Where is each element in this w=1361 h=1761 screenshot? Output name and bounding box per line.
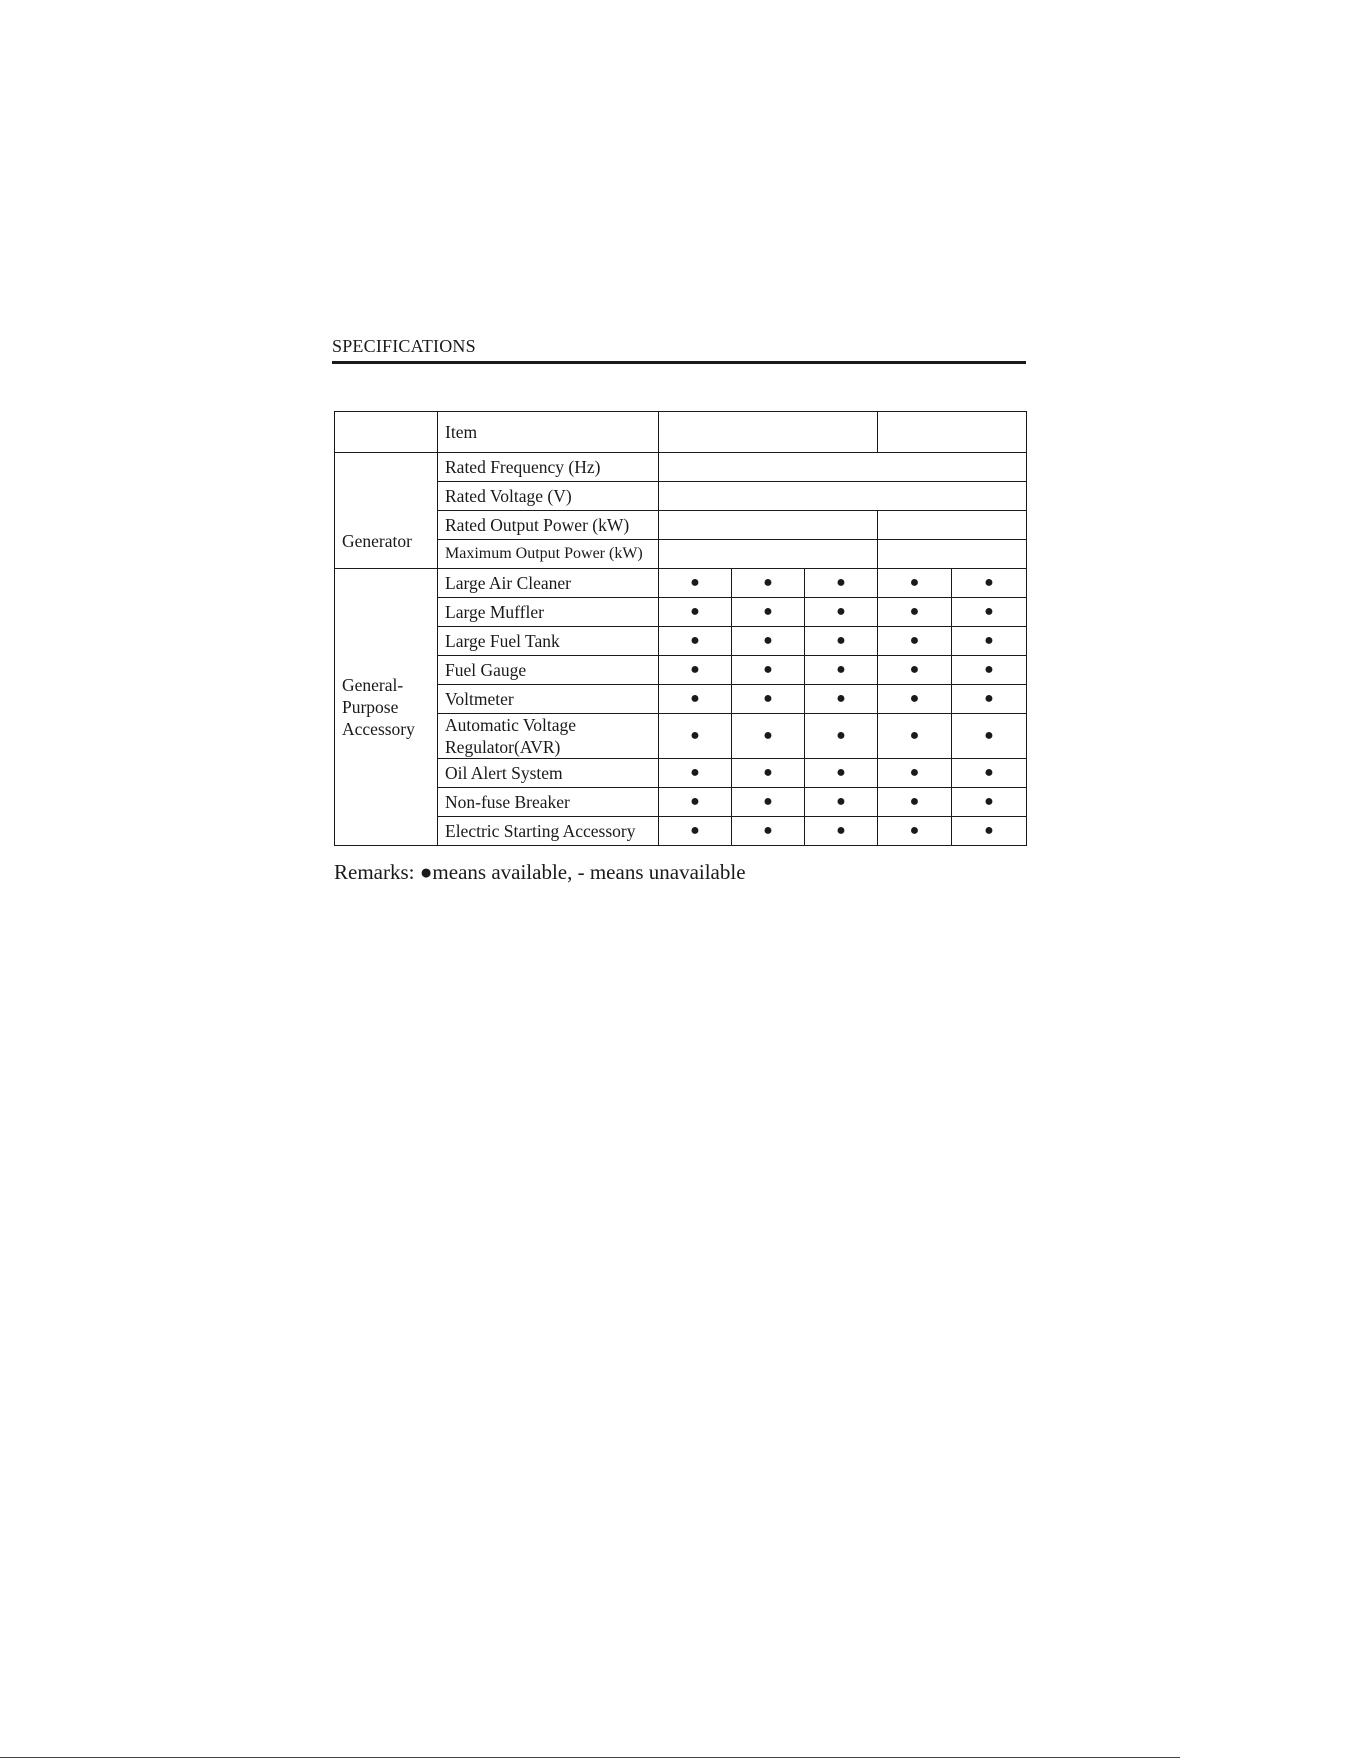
table-row — [335, 627, 1027, 656]
table-row — [335, 759, 1027, 788]
table-row — [335, 817, 1027, 846]
availability-dot: ● — [878, 759, 952, 788]
table-row — [335, 482, 1027, 511]
availability-dot: ● — [952, 598, 1027, 627]
row-label: Fuel Gauge — [438, 656, 659, 685]
availability-dot: ● — [659, 685, 732, 714]
row-label: Large Muffler — [438, 598, 659, 627]
availability-dot: ● — [805, 627, 878, 656]
table-row — [335, 598, 1027, 627]
availability-dot: ● — [732, 656, 805, 685]
availability-dot: ● — [805, 656, 878, 685]
availability-dot: ● — [878, 817, 952, 846]
availability-dot: ● — [952, 817, 1027, 846]
availability-dot: ● — [659, 714, 732, 759]
remarks-note: Remarks: ●means available, - means unavailable — [334, 860, 746, 884]
table-header-row — [335, 412, 1027, 453]
row-label — [438, 714, 659, 759]
availability-dot: ● — [732, 598, 805, 627]
availability-dot: ● — [878, 627, 952, 656]
table-row — [335, 453, 1027, 482]
table-row — [335, 714, 1027, 759]
table-row — [335, 511, 1027, 540]
value-cell — [659, 511, 878, 540]
specifications-table — [334, 411, 1027, 846]
availability-dot: ● — [952, 685, 1027, 714]
availability-dot: ● — [659, 817, 732, 846]
group-generator-cell: Generator — [335, 453, 438, 569]
value-cell — [659, 453, 1027, 482]
availability-dot: ● — [805, 714, 878, 759]
availability-dot: ● — [878, 714, 952, 759]
row-label: Voltmeter — [438, 685, 659, 714]
value-cell — [659, 540, 878, 569]
availability-dot: ● — [878, 598, 952, 627]
table-row — [335, 685, 1027, 714]
availability-dot: ● — [952, 788, 1027, 817]
group-accessory-cell — [335, 569, 438, 846]
row-label: Rated Voltage (V) — [438, 482, 659, 511]
availability-dot: ● — [732, 817, 805, 846]
availability-dot: ● — [732, 685, 805, 714]
availability-dot: ● — [732, 627, 805, 656]
row-label-line: Regulator(AVR) — [445, 737, 561, 757]
row-label: Non-fuse Breaker — [438, 788, 659, 817]
availability-dot: ● — [952, 759, 1027, 788]
row-label-line: Automatic Voltage — [445, 715, 577, 735]
availability-dot: ● — [878, 569, 952, 598]
page-bottom-divider — [0, 1757, 1180, 1758]
availability-dot: ● — [732, 714, 805, 759]
group-accessory-line: General- — [342, 675, 404, 695]
availability-dot: ● — [805, 788, 878, 817]
availability-dot: ● — [952, 627, 1027, 656]
availability-dot: ● — [659, 656, 732, 685]
availability-dot: ● — [952, 714, 1027, 759]
availability-dot: ● — [805, 598, 878, 627]
row-label: Rated Output Power (kW) — [438, 511, 659, 540]
group-accessory-line: Accessory — [342, 719, 415, 739]
availability-dot: ● — [878, 788, 952, 817]
availability-dot: ● — [952, 569, 1027, 598]
table-row — [335, 788, 1027, 817]
availability-dot: ● — [952, 656, 1027, 685]
availability-dot: ● — [659, 627, 732, 656]
value-cell — [659, 482, 1027, 511]
row-label: Electric Starting Accessory — [438, 817, 659, 846]
header-model-cell-1 — [659, 412, 878, 453]
availability-dot: ● — [878, 656, 952, 685]
availability-dot: ● — [805, 759, 878, 788]
value-cell — [878, 540, 1027, 569]
title-divider — [332, 361, 1026, 364]
row-label: Large Fuel Tank — [438, 627, 659, 656]
row-label: Rated Frequency (Hz) — [438, 453, 659, 482]
header-model-cell-2 — [878, 412, 1027, 453]
availability-dot: ● — [659, 759, 732, 788]
availability-dot: ● — [732, 569, 805, 598]
availability-dot: ● — [659, 569, 732, 598]
table-row — [335, 540, 1027, 569]
table-row — [335, 656, 1027, 685]
table-row — [335, 569, 1027, 598]
row-label: Maximum Output Power (kW) — [438, 540, 659, 569]
availability-dot: ● — [659, 788, 732, 817]
header-corner-cell — [335, 412, 438, 453]
group-accessory-line: Purpose — [342, 697, 399, 717]
availability-dot: ● — [732, 788, 805, 817]
availability-dot: ● — [805, 569, 878, 598]
availability-dot: ● — [805, 817, 878, 846]
row-label: Oil Alert System — [438, 759, 659, 788]
header-item-cell: Item — [438, 412, 659, 453]
value-cell — [878, 511, 1027, 540]
availability-dot: ● — [659, 598, 732, 627]
row-label: Large Air Cleaner — [438, 569, 659, 598]
section-title: SPECIFICATIONS — [332, 336, 476, 356]
availability-dot: ● — [878, 685, 952, 714]
availability-dot: ● — [805, 685, 878, 714]
availability-dot: ● — [732, 759, 805, 788]
